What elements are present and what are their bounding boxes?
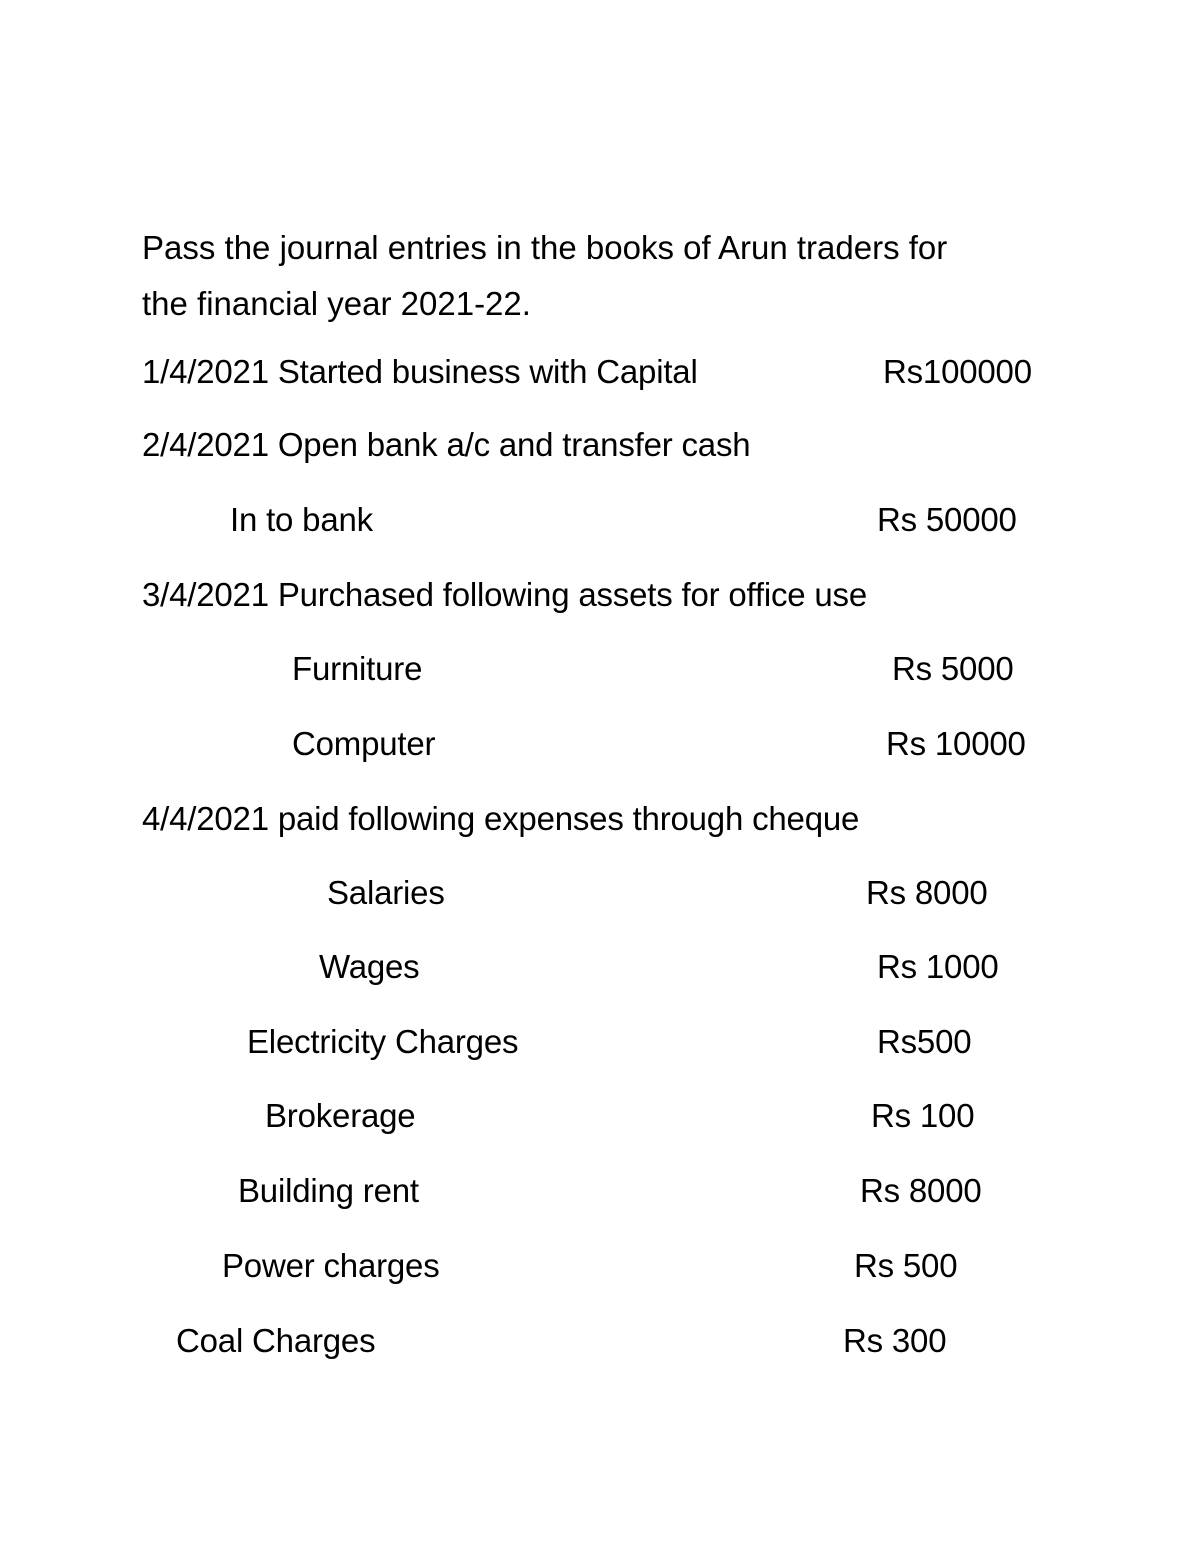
expense-coal-charges-label: Coal Charges	[176, 1322, 376, 1359]
intro-line-1: Pass the journal entries in the books of Arun traders for	[142, 229, 948, 266]
expense-wages-amount: Rs 1000	[877, 948, 999, 985]
expense-building-rent-label: Building rent	[238, 1172, 419, 1209]
expense-electricity-label: Electricity Charges	[247, 1023, 519, 1060]
asset-furniture-label: Furniture	[292, 650, 423, 687]
expense-power-charges-amount: Rs 500	[854, 1247, 958, 1284]
question-intro	[142, 220, 1102, 332]
entry-2-subline-amount: Rs 50000	[877, 501, 1017, 538]
asset-computer-amount: Rs 10000	[886, 725, 1026, 762]
expense-wages-label: Wages	[319, 948, 420, 985]
entry-3-text: 3/4/2021 Purchased following assets for office use	[142, 576, 868, 613]
expense-building-rent-amount: Rs 8000	[860, 1172, 982, 1209]
asset-furniture-amount: Rs 5000	[892, 650, 1014, 687]
expense-salaries-amount: Rs 8000	[866, 874, 988, 911]
expense-brokerage-label: Brokerage	[265, 1097, 416, 1134]
entry-1-amount: Rs100000	[883, 353, 1032, 390]
asset-computer-label: Computer	[292, 725, 436, 762]
expense-power-charges-label: Power charges	[222, 1247, 440, 1284]
expense-brokerage-amount: Rs 100	[871, 1097, 975, 1134]
expense-coal-charges-amount: Rs 300	[843, 1322, 947, 1359]
entry-1-text: 1/4/2021 Started business with Capital	[142, 353, 698, 390]
entry-2-text: 2/4/2021 Open bank a/c and transfer cash	[142, 426, 751, 463]
entry-4-text: 4/4/2021 paid following expenses through cheque	[142, 800, 860, 837]
expense-electricity-amount: Rs500	[877, 1023, 972, 1060]
entry-2-subline-text: In to bank	[230, 501, 373, 538]
expense-salaries-label: Salaries	[327, 874, 445, 911]
intro-line-2: the financial year 2021-22.	[142, 285, 531, 322]
